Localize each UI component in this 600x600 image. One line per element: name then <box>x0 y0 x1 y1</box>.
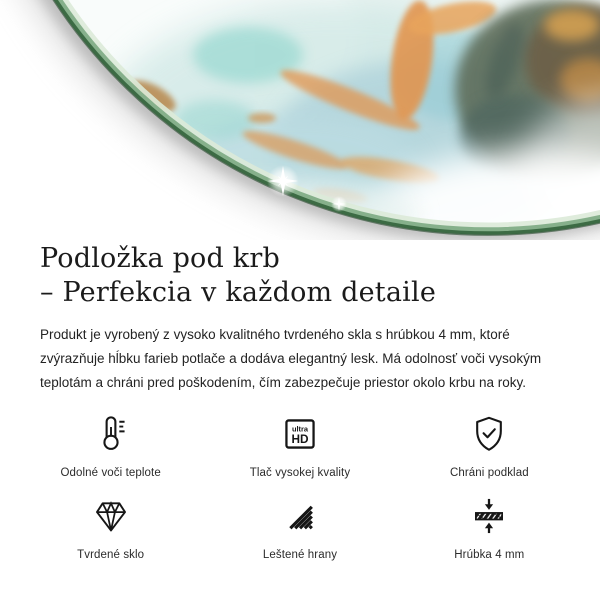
features-grid <box>16 411 584 561</box>
feature-label: Tvrdené sklo <box>77 549 145 561</box>
product-description: Produkt je vyrobený z vysoko kvalitného tvrdeného skla s hrúbkou 4 mm, ktoré zvýrazňuje hĺbku farieb potlače a dodáva elegantný lesk. Má odolnosť voči vysokým teplotám a chráni pred poškodením, čím zabezpečuje priestor okolo krbu na roky. <box>40 327 542 390</box>
feature-label: Tlač vysokej kvality <box>249 467 351 479</box>
feature-label: Hrúbka 4 mm <box>454 549 525 561</box>
feature-thickness <box>395 493 584 561</box>
product-image <box>0 0 600 240</box>
svg-text:ultra: ultra <box>291 424 309 434</box>
glass-disc-illustration <box>0 0 600 240</box>
feature-protects-floor <box>395 411 584 479</box>
feature-print-quality <box>205 411 394 479</box>
svg-text:HD: HD <box>291 432 309 447</box>
feature-heat-resistant <box>16 411 205 479</box>
polished-edges-icon <box>279 493 321 539</box>
page-title <box>40 242 560 310</box>
title-line-1: Podložka pod krb <box>40 243 280 274</box>
ultra-hd-icon <box>279 411 321 457</box>
product-info-section <box>0 242 600 561</box>
shield-check-icon <box>468 411 510 457</box>
thickness-icon <box>468 493 510 539</box>
feature-label: Odolné voči teplote <box>60 467 161 479</box>
thermometer-icon <box>90 411 132 457</box>
feature-label: Chráni podklad <box>449 467 529 479</box>
feature-label: Leštené hrany <box>262 549 338 561</box>
title-line-2: – Perfekcia v každom detaile <box>40 277 436 308</box>
feature-polished-edges <box>205 493 394 561</box>
diamond-icon <box>90 493 132 539</box>
feature-tempered-glass <box>16 493 205 561</box>
